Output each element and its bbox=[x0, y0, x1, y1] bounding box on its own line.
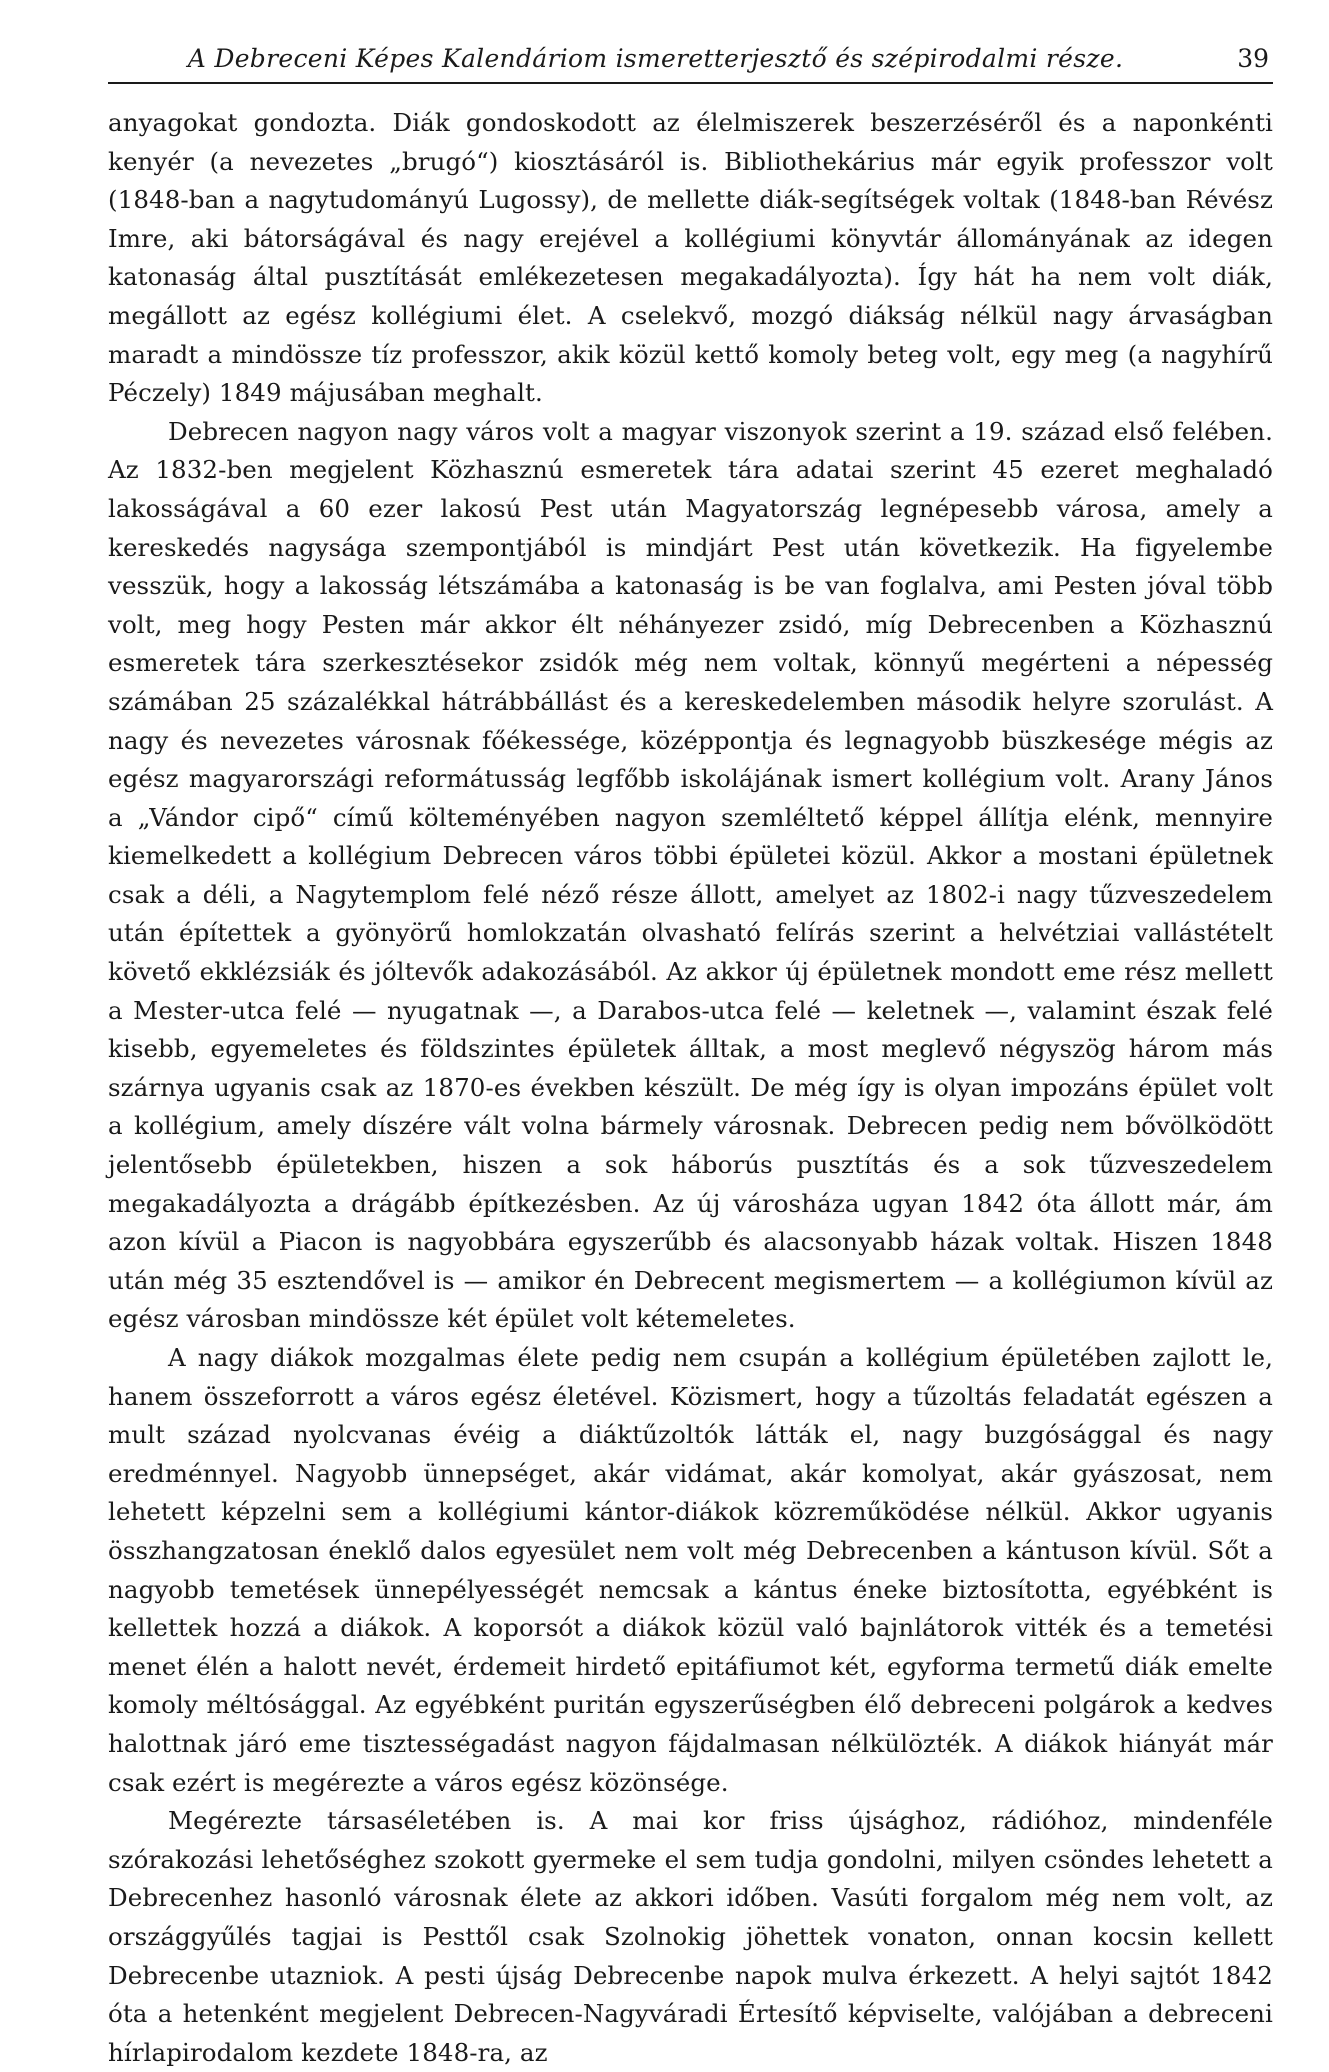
body-text bbox=[108, 104, 1273, 2072]
page-number: 39 bbox=[1237, 44, 1269, 73]
running-head bbox=[108, 38, 1273, 84]
paragraph-4: Megérezte társaséletében is. A mai kor friss újsághoz, rádióhoz, mindenféle szórakozási lehetőséghez szokott gyermeke el sem tudja gondolni, milyen csöndes lehetett a Debrecenhez hasonló városnak élete az akkori időben. Vasúti forgalom még nem volt, az országgyűlés tagjai is Pesttől csak Szolnokig jöhettek vonaton, onnan kocsin kellett Debrecenbe utazniok. A pesti újság Debrecenbe napok mulva érkezett. A helyi sajtót 1842 óta a hetenként megjelent Debrecen-Nagyváradi Értesítő képviselte, valójában a debreceni hírlapirodalom kezdete 1848-ra, az bbox=[108, 1806, 1273, 2067]
paragraph-1: anyagokat gondozta. Diák gondoskodott az élelmiszerek beszerzéséről és a naponkénti kenyér (a nevezetes „brugó“) kiosztásáról is. Bibliothekárius már egyik professzor volt (1848-ban a nagytudományú Lugossy), de mellette diák-segítségek voltak (1848-ban Révész Imre, aki bátorságával és nagy erejével a kollégiumi könyvtár állományának az idegen katonaság által pusztítását emlékezetesen megakadályozta). Így hát ha nem volt diák, megállott az egész kollégiumi élet. A cselekvő, mozgó diákság nélkül nagy árvaságban maradt a mindössze tíz professzor, akik közül kettő komoly beteg volt, egy meg (a nagyhírű Péczely) 1849 májusában meghalt. bbox=[108, 108, 1273, 408]
paragraph-3: A nagy diákok mozgalmas élete pedig nem csupán a kollégium épületében zajlott le, hanem összeforrott a város egész életével. Közismert, hogy a tűzoltás feladatát egészen a mult század nyolcvanas évéig a diáktűzoltók látták el, nagy buzgósággal és nagy eredménnyel. Nagyobb ünnepséget, akár vidámat, akár komolyat, akár gyászosat, nem lehetett képzelni sem a kollégiumi kántor-diákok közreműködése nélkül. Akkor ugyanis összhangzatosan éneklő dalos egyesület nem volt még Debrecenben a kántuson kívül. Sőt a nagyobb temetések ünnepélyességét nemcsak a kántus éneke biztosította, egyébként is kellettek hozzá a diákok. A koporsót a diákok közül való bajnlátorok vitték és a temetési menet élén a halott nevét, érdemeit hirdető epitáfiumot két, egyforma termetű diák emelte komoly méltósággal. Az egyébként puritán egyszerűségben élő debreceni polgárok a kedves halottnak járó eme tisztességadást nagyon fájdalmasan nélkülözték. A diákok hiányát már csak ezért is megérezte a város egész közönsége. bbox=[108, 1343, 1273, 1797]
book-page bbox=[108, 38, 1273, 2072]
running-title: A Debreceni Képes Kalendáriom ismeretterjesztő és szépirodalmi része. bbox=[187, 44, 1124, 73]
paragraph-2: Debrecen nagyon nagy város volt a magyar viszonyok szerint a 19. század első felében. Az 1832-ben megjelent Közhasznú esmeretek tára adatai szerint 45 ezeret meghaladó lakosságával a 60 ezer lakosú Pest után Magyatország legnépesebb városa, amely a kereskedés nagysága szempontjából is mindjárt Pest után következik. Ha figyelembe vesszük, hogy a lakosság létszámába a katonaság is be van foglalva, ami Pesten jóval több volt, meg hogy Pesten már akkor élt néhányezer zsidó, míg Debrecenben a Közhasznú esmeretek tára szerkesztésekor zsidók még nem voltak, könnyű megérteni a népesség számában 25 százalékkal hátrábbállást és a kereskedelemben második helyre szorulást. A nagy és nevezetes városnak főékessége, középpontja és legnagyobb büszkesége mégis az egész magyarországi reformátusság legfőbb iskolájának ismert kollégium volt. Arany János a „Vándor cipő“ című költeményében nagyon szemléltető képpel állítja elénk, mennyire kiemelkedett a kollégium Debrecen város többi épületei közül. Akkor a mostani épületnek csak a déli, a Nagytemplom felé néző része állott, amelyet az 1802-i nagy tűzveszedelem után építettek a gyönyörű homlokzatán olvasható felírás szerint a helvétziai vallástételt követő ekklézsiák és jóltevők adakozásából. Az akkor új épületnek mondott eme rész mellett a Mester-utca felé — nyugatnak —, a Darabos-utca felé — keletnek —, valamint észak felé kisebb, egyemeletes és földszintes épületek álltak, a most meglevő négyszög három más szárnya ugyanis csak az 1870-es években készült. De még így is olyan impozáns épület volt a kollégium, amely díszére vált volna bármely városnak. Debrecen pedig nem bővölködött jelentősebb épületekben, hiszen a sok háborús pusztítás és a sok tűzveszedelem megakadályozta a drágább építkezésben. Az új városháza ugyan 1842 óta állott már, ám azon kívül a Piacon is nagyobbára egyszerűbb és alacsonyabb házak voltak. Hiszen 1848 után még 35 esztendővel is — amikor én Debrecent megismertem — a kollégiumon kívül az egész városban mindössze két épület volt kétemeletes. bbox=[108, 416, 1273, 1334]
